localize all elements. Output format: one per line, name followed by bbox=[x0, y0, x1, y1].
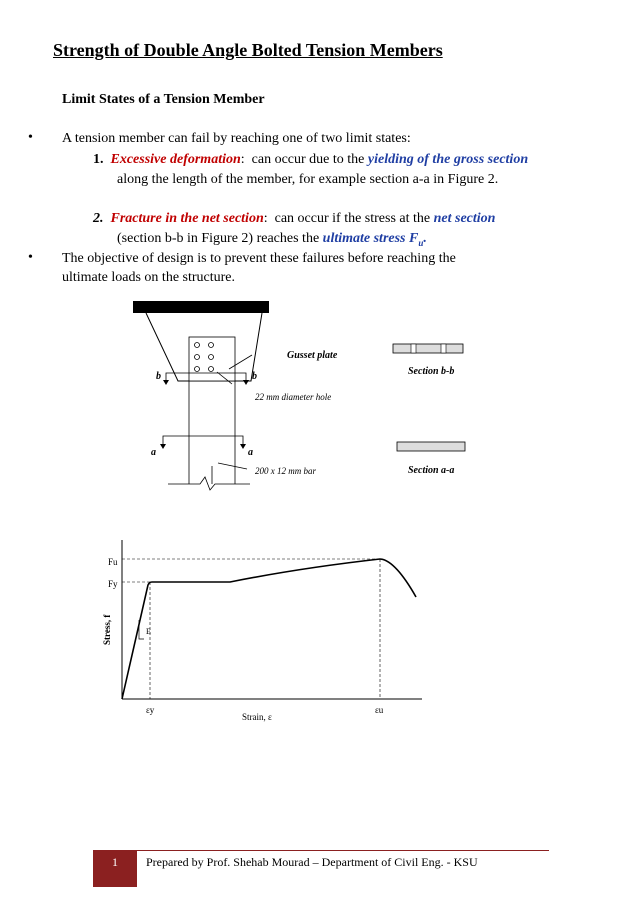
period: . bbox=[423, 231, 427, 246]
bullet-text: A tension member can fail by reaching one of two limit states: bbox=[62, 131, 411, 146]
hole-label: 22 mm diameter hole bbox=[255, 392, 332, 402]
page-number: 1 bbox=[112, 855, 118, 869]
a-label-left: a bbox=[151, 447, 156, 458]
section-aa-label: Section a-a bbox=[408, 465, 455, 476]
x-tick-ey: εy bbox=[146, 705, 155, 715]
x-axis-label: Strain, ε bbox=[242, 712, 272, 722]
stress-strain-curve bbox=[122, 559, 416, 699]
term-fracture-net-section: Fracture in the net section bbox=[110, 211, 264, 226]
gusset-label: Gusset plate bbox=[287, 350, 338, 361]
slope-label: E bbox=[146, 627, 151, 636]
list-number: 1. bbox=[93, 152, 104, 167]
list-number: 2. bbox=[93, 211, 104, 226]
bullet-marker: • bbox=[28, 250, 33, 265]
bullet-marker: • bbox=[28, 130, 33, 145]
item-text: can occur if the stress at the bbox=[274, 211, 431, 226]
item-text-line2: along the length of the member, for example section a-a in Figure 2. bbox=[117, 172, 499, 187]
footer-rule bbox=[93, 850, 549, 851]
subscript-u: u bbox=[418, 237, 424, 248]
highlight-ultimate-stress: ultimate stress F bbox=[322, 231, 419, 246]
page-title: Strength of Double Angle Bolted Tension Members bbox=[53, 40, 443, 60]
section-heading: Limit States of a Tension Member bbox=[62, 92, 265, 107]
x-tick-eu: εu bbox=[375, 705, 384, 715]
colon: : bbox=[240, 152, 245, 167]
footer-text: Prepared by Prof. Shehab Mourad – Department of Civil Eng. - KSU bbox=[146, 855, 478, 869]
a-label-right: a bbox=[248, 447, 253, 458]
bullet-text: The objective of design is to prevent these failures before reaching the bbox=[62, 251, 456, 266]
section-bb-label: Section b-b bbox=[408, 366, 455, 377]
y-tick-fy: Fy bbox=[108, 579, 118, 589]
item-text: can occur due to the bbox=[251, 152, 365, 167]
highlight-net-section: net section bbox=[433, 211, 496, 226]
highlight-gross-section: yielding of the gross section bbox=[367, 152, 529, 167]
b-label-left: b bbox=[156, 371, 161, 382]
item-text: (section b-b in Figure 2) reaches the bbox=[117, 231, 320, 246]
bar-label: 200 x 12 mm bar bbox=[255, 466, 316, 476]
y-axis-label: Stress, f bbox=[102, 614, 112, 645]
b-label-right: b bbox=[252, 371, 257, 382]
y-tick-fu: Fu bbox=[108, 557, 118, 567]
bullet-text-line2: ultimate loads on the structure. bbox=[62, 270, 236, 285]
colon: : bbox=[263, 211, 268, 226]
term-excessive-deformation: Excessive deformation bbox=[110, 152, 241, 167]
